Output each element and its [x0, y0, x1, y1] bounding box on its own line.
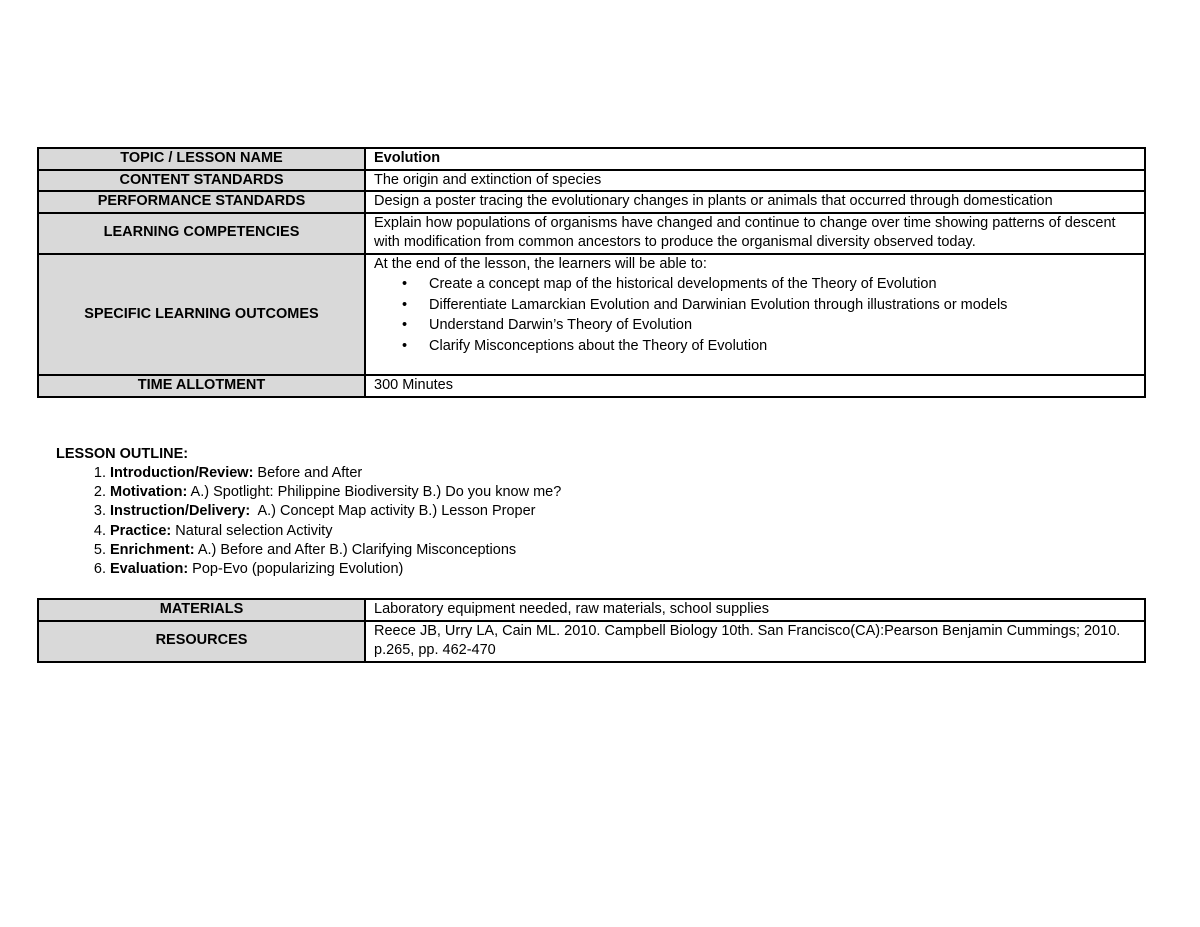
- outcomes-list: [374, 274, 1136, 374]
- row-value-content-standards: The origin and extinction of species: [365, 170, 1145, 192]
- outline-item-label: Evaluation:: [110, 561, 189, 578]
- lesson-outline-heading: LESSON OUTLINE:: [56, 446, 189, 462]
- list-item: • Clarify Misconceptions about the Theory of Evolution: [429, 336, 1136, 357]
- table-row: [38, 170, 1145, 192]
- row-label-materials: MATERIALS: [38, 599, 365, 621]
- table-row: [38, 621, 1145, 662]
- list-item: • Differentiate Lamarckian Evolution and Darwinian Evolution through illustrations or models: [429, 295, 1136, 316]
- list-item: [110, 541, 1056, 560]
- list-item: [110, 502, 1056, 521]
- list-item: • Create a concept map of the historical developments of the Theory of Evolution: [429, 274, 1136, 295]
- row-value-time-allotment: 300 Minutes: [365, 375, 1145, 397]
- list-item: [110, 560, 1056, 579]
- row-value-materials: Laboratory equipment needed, raw materials, school supplies: [365, 599, 1145, 621]
- outline-item-text: Before and After: [253, 465, 363, 481]
- outline-item-text: A.) Spotlight: Philippine Biodiversity B.) Do you know me?: [187, 484, 562, 501]
- row-label-resources: RESOURCES: [38, 621, 365, 662]
- list-item: [110, 464, 1056, 483]
- table-row: [38, 148, 1145, 170]
- outline-item-label: Enrichment:: [110, 541, 195, 558]
- row-label-time-allotment: TIME ALLOTMENT: [38, 375, 365, 397]
- lesson-info-table: [37, 147, 1146, 398]
- outline-item-label: Practice:: [110, 522, 172, 539]
- table-row: [38, 191, 1145, 213]
- row-value-learning-outcomes: [365, 254, 1145, 376]
- list-item: • Understand Darwin’s Theory of Evolution: [429, 315, 1136, 336]
- row-value-performance-standards: Design a poster tracing the evolutionary changes in plants or animals that occurred through domestication: [365, 191, 1145, 213]
- table-row: [38, 375, 1145, 397]
- materials-resources-table: [37, 598, 1146, 663]
- outline-item-label: Introduction/Review:: [110, 465, 254, 481]
- row-label-topic: TOPIC / LESSON NAME: [38, 148, 365, 170]
- outline-item-text: A.) Concept Map activity B.) Lesson Proper: [250, 503, 536, 520]
- outline-item-label: Instruction/Delivery:: [110, 503, 251, 520]
- lesson-outline: [56, 445, 1056, 579]
- outcomes-intro: At the end of the lesson, the learners will be able to:: [374, 255, 707, 272]
- row-value-resources: Reece JB, Urry LA, Cain ML. 2010. Campbell Biology 10th. San Francisco(CA):Pearson Benjamin Cummings; 2010. p.265, pp. 462-470: [365, 621, 1145, 662]
- row-value-topic: Evolution: [365, 148, 1145, 170]
- outline-item-text: Natural selection Activity: [171, 522, 333, 539]
- table-row: [38, 599, 1145, 621]
- table-row: [38, 213, 1145, 254]
- outline-item-text: A.) Before and After B.) Clarifying Misconceptions: [194, 541, 517, 558]
- outline-item-label: Motivation:: [110, 484, 188, 501]
- list-item: [110, 522, 1056, 541]
- row-label-learning-outcomes: SPECIFIC LEARNING OUTCOMES: [38, 254, 365, 376]
- row-value-learning-competencies: Explain how populations of organisms have changed and continue to change over time showing patterns of descent with modification from common ancestors to produce the organismal diversity observed today.: [365, 213, 1145, 254]
- row-label-content-standards: CONTENT STANDARDS: [38, 170, 365, 192]
- row-label-learning-competencies: LEARNING COMPETENCIES: [38, 213, 365, 254]
- row-label-performance-standards: PERFORMANCE STANDARDS: [38, 191, 365, 213]
- list-item: [110, 483, 1056, 502]
- lesson-outline-list: [56, 464, 1056, 579]
- table-row: [38, 254, 1145, 376]
- outline-item-text: Pop-Evo (popularizing Evolution): [188, 561, 404, 578]
